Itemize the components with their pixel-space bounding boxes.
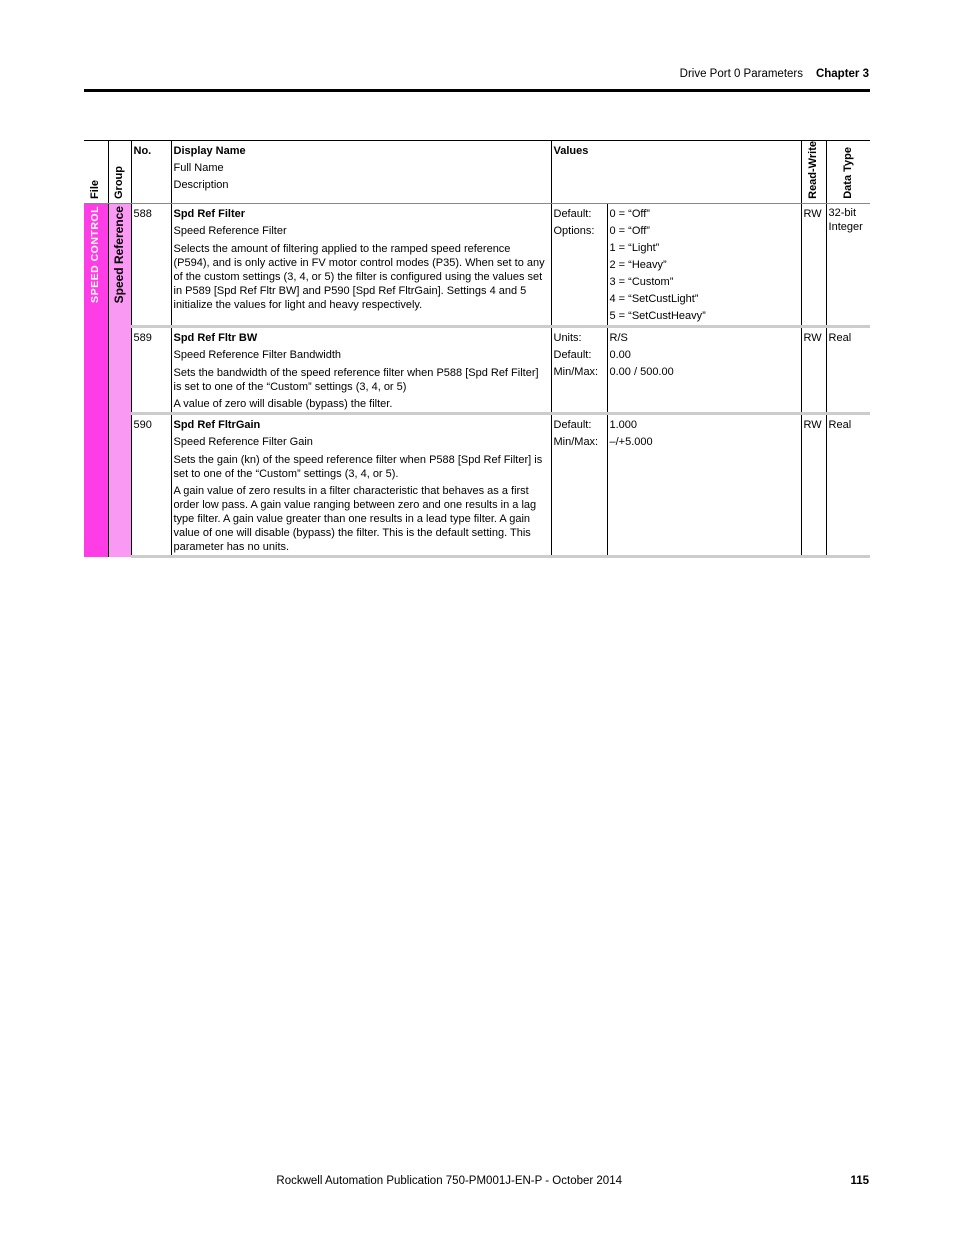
param-data-type: Real: [826, 414, 870, 557]
table-row: [84, 204, 870, 327]
param-description: Spd Ref FltrGain Speed Reference Filter Gain Sets the gain (kn) of the speed reference filter when P588 [Spd Ref Filter] is set to one of the “Custom” settings (3, 4, or 5). A gain value of zero results in a filter characteristic that behaves as a first order low pass. A gain value ranging between zero and one results in a lag type filter. A gain value greater than one results in a lead type filter. A gain value of one will disable (bypass) the filter. This is the default setting. This parameter has no units.: [171, 414, 551, 557]
param-read-write: RW: [801, 204, 826, 327]
header-rule: [84, 89, 870, 92]
group-band: Speed Reference: [108, 204, 131, 557]
running-header-chapter: Chapter 3: [815, 68, 869, 80]
param-data-type: 32-bit Integer: [826, 204, 870, 327]
col-values: Values: [551, 141, 801, 204]
param-read-write: RW: [801, 327, 826, 414]
param-number: 590: [131, 414, 171, 557]
table-header-row: [84, 141, 870, 204]
value-list: 0 = “Off” 0 = “Off” 1 = “Light” 2 = “Heavy” 3 = “Custom” 4 = “SetCustLight” 5 = “SetCustHeavy”: [607, 204, 801, 327]
col-data-type: Data Type: [826, 141, 870, 204]
page-number: 115: [850, 1175, 869, 1187]
param-number: 588: [131, 204, 171, 327]
param-number: 589: [131, 327, 171, 414]
table-row: [84, 327, 870, 414]
param-read-write: RW: [801, 414, 826, 557]
value-labels: Default: Options:: [551, 204, 607, 327]
param-description: Spd Ref Fltr BW Speed Reference Filter Bandwidth Sets the bandwidth of the speed reference filter when P588 [Spd Ref Filter] is set to one of the “Custom” settings (3, 4, or 5) A value of zero will disable (bypass) the filter.: [171, 327, 551, 414]
running-header-section: Drive Port 0 Parameters: [679, 68, 803, 80]
param-data-type: Real: [826, 327, 870, 414]
col-file: File: [84, 141, 108, 204]
col-group: Group: [108, 141, 131, 204]
file-band: SPEED CONTROL: [84, 204, 108, 557]
col-no: No.: [131, 141, 171, 204]
parameter-table: [84, 140, 870, 558]
col-display-name: Display Name Full Name Description: [171, 141, 551, 204]
param-description: Spd Ref Filter Speed Reference Filter Selects the amount of filtering applied to the ramped speed reference (P594), and is only active in FV motor control modes (P35). When set to any of the custom settings (3, 4, or 5) the filter is configured using the values set in P589 [Spd Ref Fltr BW] and P590 [Spd Ref FltrGain]. Settings 4 and 5 initialize the values for light and heavy respectively.: [171, 204, 551, 327]
col-read-write: Read-Write: [801, 141, 826, 204]
footer-publication: Rockwell Automation Publication 750-PM001J-EN-P - October 2014: [276, 1175, 622, 1187]
value-list: 1.000 –/+5.000: [607, 414, 801, 557]
value-labels: Default: Min/Max:: [551, 414, 607, 557]
value-labels: Units: Default: Min/Max:: [551, 327, 607, 414]
value-list: R/S 0.00 0.00 / 500.00: [607, 327, 801, 414]
table-row: [84, 414, 870, 557]
